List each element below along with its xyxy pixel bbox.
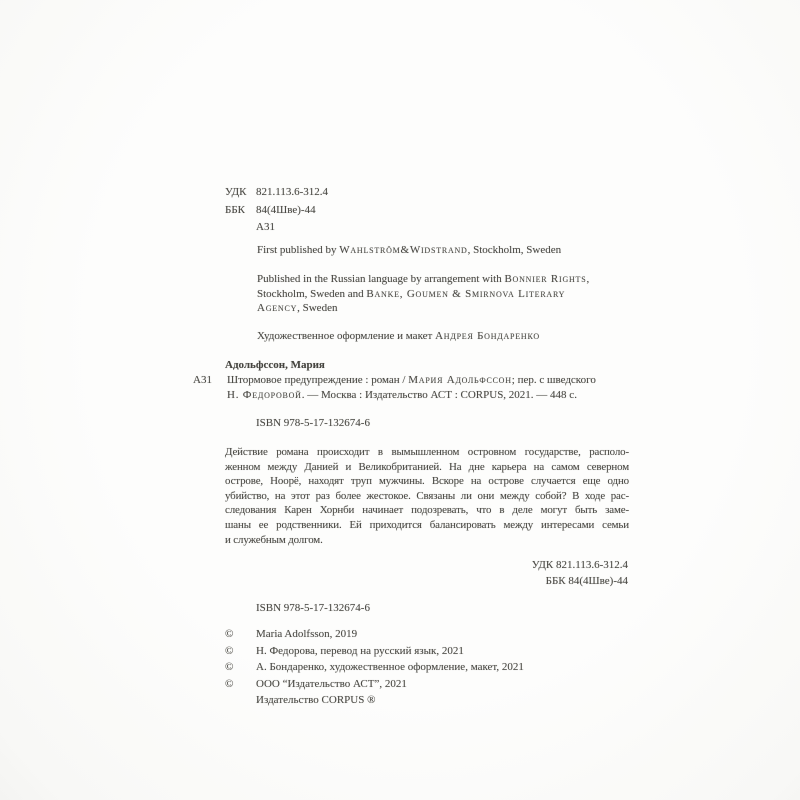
annotation-line: Действие романа происходит в вымышленном островном государстве, располо- [225,446,629,458]
catalog-entry [193,373,630,402]
copyright-text: А. Бондаренко, художественное оформление, макет, 2021 [256,661,524,674]
entry-text-segment: . — Москва : Издательство АСТ : CORPUS, 2021. — 448 с. [301,388,577,401]
agency-name: Agency [257,302,298,315]
rights-arrangement-paragraph [257,272,635,316]
translator-name: Н. Федоровой [227,388,302,401]
empty-cell [225,693,256,708]
arrangement-line [257,287,635,302]
first-published-prefix: First published by [257,244,340,256]
arrangement-line [257,272,635,287]
first-published-suffix: , Stockholm, Sweden [467,244,562,256]
bbk-value: 84(4Шве)-44 [256,203,316,216]
agency-name: Banke, Goumen & Smirnova Literary [366,287,566,300]
annotation-line: шаны ее родственники. Ей приходится балансировать между интересами семьи [225,518,629,531]
catalog-entry-sign: А31 [193,374,212,386]
isbn-line: ISBN 978-5-17-132674-6 [256,417,370,429]
annotation-line: острове, Ноорё, находят труп мужчины. Вскоре на острове случается еще одно [225,475,629,488]
arrangement-line [257,301,635,316]
book-author-name: Мария Адольфссон [408,374,512,386]
annotation-line: женном между Данией и Великобританией. На дне карьера на самом северном [225,460,629,473]
copyright-symbol: © [225,628,234,640]
annotation-line: и служебным долгом. [225,533,323,546]
isbn-line-2: ISBN 978-5-17-132674-6 [256,602,370,614]
design-credit-line [257,329,540,344]
annotation-line: следования Карен Хорнби начинает подозревать, что в деле могут быть заме- [225,504,629,517]
bottom-catalog-block [428,558,628,590]
design-credit-text: Художественное оформление и макет [257,330,436,342]
copyright-list [225,627,524,708]
annotation-line: убийство, на этот раз более жестокое. Связаны ли они между собой? В ходе рас- [225,489,629,502]
first-published-line [257,243,561,258]
empty-cell [225,220,256,235]
copyright-text: ООО “Издательство АСТ”, 2021 [256,677,407,690]
author-heading: Адольфссон, Мария [225,359,325,371]
original-publisher-name: Wahlström&Widstrand [339,244,468,256]
entry-text-segment: ; пер. с шведского [511,374,596,386]
author-sign: А31 [256,221,275,234]
entry-text-segment: Штормовое предупреждение : роман / [227,374,409,386]
catalog-entry-line [227,373,630,388]
bbk-line-bottom: ББК 84(4Шве)-44 [545,574,628,587]
annotation-paragraph [225,445,629,547]
designer-name: Андрея Бондаренко [435,330,540,342]
bbk-label: ББК [225,203,245,216]
rights-holder-name: Bonnier Rights [504,273,587,285]
catalog-entry-text [227,373,630,402]
udk-line-bottom: УДК 821.113.6-312.4 [531,559,628,571]
copyright-symbol: © [225,661,234,674]
copyright-symbol: © [225,644,234,657]
publisher-registered-line: Издательство CORPUS ® [256,694,376,707]
arrangement-text: , Sweden [297,302,338,315]
top-catalog-block [225,185,328,235]
udk-label: УДК [225,186,247,198]
udk-value: 821.113.6-312.4 [256,186,329,198]
arrangement-text: , [586,273,590,285]
catalog-entry-line [227,388,630,403]
copyright-text: Н. Федорова, перевод на русский язык, 2021 [256,644,464,657]
arrangement-text: Stockholm, Sweden and [257,287,367,300]
arrangement-text: Published in the Russian language by arrangement with [257,273,505,285]
copyright-symbol: © [225,677,234,690]
copyright-text: Maria Adolfsson, 2019 [256,628,358,640]
